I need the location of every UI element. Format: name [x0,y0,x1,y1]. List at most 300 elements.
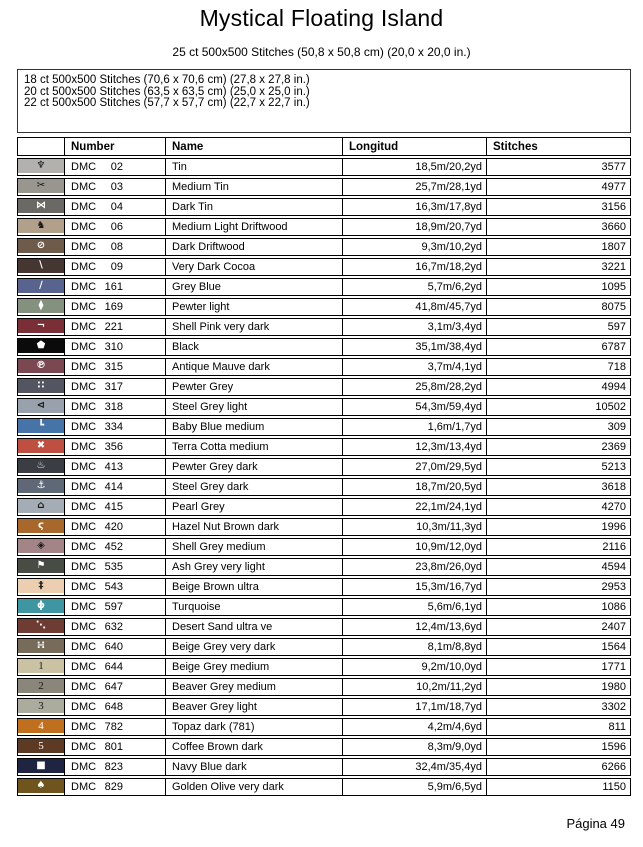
color-name: Ash Grey very light [172,561,265,573]
number-cell [65,178,166,196]
stitches-cell [487,398,631,416]
longitud-value: 23,8m/26,0yd [415,561,482,573]
number-cell [65,258,166,276]
color-name: Pewter Grey dark [172,461,258,473]
table-row [17,618,631,636]
fabric-size-subtitle: 25 ct 500x500 Stitches (50,8 x 50,8 cm) (20,0 x 20,0 in.) [172,45,471,59]
stitches-cell [487,178,631,196]
swatch-fill [18,739,64,753]
name-cell [166,258,343,276]
swatch-fill [18,559,64,573]
number-cell [65,538,166,556]
longitud-value: 16,3m/17,8yd [415,201,482,213]
swatch-fill [18,479,64,493]
color-name: Coffee Brown dark [172,741,263,753]
code-value: 597 [104,601,123,613]
longitud-cell [343,438,487,456]
color-name: Topaz dark (781) [172,721,255,733]
stitches-cell [487,518,631,536]
name-cell [166,178,343,196]
number-cell [65,778,166,796]
name-cell [166,658,343,676]
longitud-cell [343,258,487,276]
stitch-symbol-icon: ■ [36,760,46,771]
brand-label: DMC [71,461,97,473]
color-swatch [17,278,65,296]
name-cell [166,698,343,716]
color-name: Beige Brown ultra [172,581,259,593]
code-value: 632 [104,621,123,633]
swatch-fill [18,699,64,713]
color-swatch [17,618,65,636]
number-cell [65,278,166,296]
swatch-fill [18,419,64,433]
color-swatch [17,538,65,556]
table-row [17,458,631,476]
number-cell [65,458,166,476]
stitches-value: 811 [608,721,626,733]
table-row [17,578,631,596]
color-swatch [17,178,65,196]
stitch-symbol-icon: ✖ [36,440,46,451]
stitches-cell [487,158,631,176]
longitud-value: 3,1m/3,4yd [427,321,482,333]
longitud-value: 5,9m/6,5yd [427,781,482,793]
swatch-fill [18,759,64,773]
longitud-value: 3,7m/4,1yd [427,361,482,373]
color-swatch [17,198,65,216]
longitud-cell [343,598,487,616]
longitud-cell [343,778,487,796]
stitches-value: 2953 [601,581,626,593]
stitches-cell [487,658,631,676]
stitches-cell [487,218,631,236]
number-cell [65,498,166,516]
longitud-value: 9,3m/10,2yd [421,241,482,253]
longitud-value: 25,8m/28,2yd [415,381,482,393]
swatch-fill [18,519,64,533]
stitches-value: 2407 [601,621,626,633]
header-number: Number [65,137,166,156]
color-swatch [17,398,65,416]
brand-label: DMC [71,241,97,253]
stitch-symbol-icon: ⌂ [37,500,45,511]
stitches-cell [487,598,631,616]
color-swatch [17,638,65,656]
table-row [17,298,631,316]
header-longitud: Longitud [343,137,487,156]
brand-label: DMC [71,701,97,713]
code-value: 644 [104,661,123,673]
code-value: 356 [104,441,123,453]
brand-label: DMC [71,481,97,493]
table-row [17,778,631,796]
longitud-cell [343,618,487,636]
table-row [17,338,631,356]
longitud-cell [343,158,487,176]
code-value: 221 [104,321,123,333]
stitch-symbol-icon: 5 [38,740,44,752]
color-swatch [17,578,65,596]
code-value: 782 [104,721,123,733]
longitud-value: 32,4m/35,4yd [415,761,482,773]
code-value: 640 [104,641,123,653]
longitud-value: 35,1m/38,4yd [415,341,482,353]
name-cell [166,558,343,576]
number-cell [65,758,166,776]
name-cell [166,618,343,636]
stitches-value: 1095 [601,281,626,293]
stitches-cell [487,418,631,436]
number-cell [65,398,166,416]
code-value: 829 [104,781,123,793]
stitch-symbol-icon: ⋱ [36,620,46,631]
longitud-value: 12,3m/13,4yd [415,441,482,453]
longitud-value: 27,0m/29,5yd [415,461,482,473]
brand-label: DMC [71,401,97,413]
number-cell [65,318,166,336]
swatch-fill [18,459,64,473]
stitches-value: 3618 [601,481,626,493]
longitud-value: 9,2m/10,0yd [421,661,482,673]
swatch-fill [18,159,64,173]
table-row [17,318,631,336]
stitches-cell [487,238,631,256]
swatch-fill [18,579,64,593]
number-cell [65,158,166,176]
stitches-cell [487,318,631,336]
name-cell [166,578,343,596]
swatch-fill [18,779,64,793]
brand-label: DMC [71,381,97,393]
longitud-cell [343,378,487,396]
longitud-cell [343,678,487,696]
stitch-symbol-icon: 4 [38,720,44,732]
stitches-value: 1150 [602,781,626,793]
swatch-fill [18,619,64,633]
alternate-sizes-box [17,69,631,133]
longitud-value: 5,6m/6,1yd [427,601,482,613]
name-cell [166,398,343,416]
longitud-cell [343,458,487,476]
stitches-cell [487,458,631,476]
number-cell [65,298,166,316]
floss-table [17,137,631,798]
stitches-value: 1807 [601,241,626,253]
longitud-cell [343,738,487,756]
stitches-value: 4270 [601,501,626,513]
number-cell [65,198,166,216]
color-name: Pewter light [172,301,230,313]
number-cell [65,378,166,396]
table-row [17,238,631,256]
swatch-fill [18,719,64,733]
longitud-value: 8,3m/9,0yd [427,741,482,753]
color-swatch [17,678,65,696]
color-name: Hazel Nut Brown dark [172,521,279,533]
longitud-cell [343,358,487,376]
swatch-fill [18,439,64,453]
longitud-cell [343,498,487,516]
table-row [17,558,631,576]
stitches-cell [487,278,631,296]
table-body [17,158,631,796]
swatch-fill [18,239,64,253]
color-swatch [17,318,65,336]
longitud-cell [343,478,487,496]
code-value: 169 [104,301,123,313]
stitch-symbol-icon: ⊲ [36,400,46,411]
stitches-cell [487,738,631,756]
name-cell [166,358,343,376]
brand-label: DMC [71,781,97,793]
code-value: 535 [104,561,123,573]
color-name: Baby Blue medium [172,421,265,433]
longitud-value: 12,4m/13,6yd [415,621,482,633]
number-cell [65,678,166,696]
color-name: Navy Blue dark [172,761,247,773]
stitches-value: 3156 [601,201,626,213]
color-swatch [17,438,65,456]
color-name: Very Dark Cocoa [172,261,256,273]
stitch-symbol-icon: ∕ [39,280,43,291]
swatch-fill [18,639,64,653]
number-cell [65,358,166,376]
code-value: 801 [104,741,123,753]
stitches-value: 2116 [602,541,626,553]
table-row [17,178,631,196]
number-cell [65,718,166,736]
number-cell [65,478,166,496]
name-cell [166,418,343,436]
longitud-value: 18,7m/20,5yd [415,481,482,493]
stitch-symbol-icon: ‡ [38,580,44,591]
longitud-cell [343,338,487,356]
longitud-cell [343,518,487,536]
table-row [17,478,631,496]
name-cell [166,198,343,216]
brand-label: DMC [71,661,97,673]
longitud-value: 1,6m/1,7yd [427,421,482,433]
name-cell [166,538,343,556]
swatch-fill [18,279,64,293]
stitches-cell [487,338,631,356]
brand-label: DMC [71,421,97,433]
stitch-symbol-icon: ℗ [36,360,46,371]
swatch-fill [18,179,64,193]
stitches-value: 1564 [601,641,626,653]
stitch-symbol-icon: ✂ [36,180,46,191]
longitud-value: 5,7m/6,2yd [427,281,482,293]
longitud-cell [343,298,487,316]
stitches-cell [487,678,631,696]
stitch-symbol-icon: ♆ [36,160,46,171]
name-cell [166,318,343,336]
color-swatch [17,718,65,736]
swatch-fill [18,359,64,373]
longitud-cell [343,578,487,596]
color-swatch [17,458,65,476]
stitch-symbol-icon: ¬ [36,320,46,331]
brand-label: DMC [71,361,97,373]
name-cell [166,238,343,256]
brand-label: DMC [71,341,97,353]
color-swatch [17,758,65,776]
longitud-cell [343,198,487,216]
name-cell [166,298,343,316]
color-swatch [17,298,65,316]
brand-label: DMC [71,681,97,693]
brand-label: DMC [71,281,97,293]
stitches-value: 3660 [601,221,626,233]
header-stitches: Stitches [487,137,631,156]
stitches-cell [487,258,631,276]
longitud-value: 41,8m/45,7yd [415,301,482,313]
number-cell [65,218,166,236]
longitud-cell [343,558,487,576]
brand-label: DMC [71,761,97,773]
number-cell [65,238,166,256]
name-cell [166,378,343,396]
number-cell [65,558,166,576]
stitches-cell [487,718,631,736]
color-swatch [17,478,65,496]
code-value: 02 [110,161,123,173]
color-swatch [17,158,65,176]
stitches-cell [487,358,631,376]
stitches-value: 8075 [601,301,626,313]
longitud-value: 18,5m/20,2yd [415,161,482,173]
longitud-cell [343,658,487,676]
code-value: 648 [104,701,123,713]
stitches-cell [487,698,631,716]
color-swatch [17,238,65,256]
stitch-symbol-icon: ∺ [36,640,46,651]
color-name: Medium Tin [172,181,229,193]
stitches-cell [487,478,631,496]
code-value: 318 [104,401,123,413]
name-cell [166,158,343,176]
stitch-symbol-icon: ϛ [38,520,44,531]
brand-label: DMC [71,221,97,233]
stitches-cell [487,578,631,596]
code-value: 317 [104,381,123,393]
name-cell [166,778,343,796]
stitches-value: 1980 [601,681,626,693]
name-cell [166,738,343,756]
brand-label: DMC [71,521,97,533]
table-row [17,598,631,616]
longitud-value: 15,3m/16,7yd [415,581,482,593]
color-name: Steel Grey light [172,401,248,413]
code-value: 452 [104,541,123,553]
color-name: Beaver Grey light [172,701,257,713]
code-value: 161 [104,281,123,293]
color-name: Shell Grey medium [172,541,266,553]
color-swatch [17,358,65,376]
name-cell [166,498,343,516]
name-cell [166,338,343,356]
color-name: Pewter Grey [172,381,234,393]
stitches-value: 2369 [601,441,626,453]
page-number: Página 49 [566,816,625,831]
stitches-cell [487,758,631,776]
table-row [17,278,631,296]
size-line-22ct: 22 ct 500x500 Stitches (57,7 x 57,7 cm) (22,7 x 22,7 in.) [24,97,310,109]
stitch-symbol-icon: ⋈ [36,200,46,211]
number-cell [65,418,166,436]
number-cell [65,518,166,536]
longitud-cell [343,178,487,196]
brand-label: DMC [71,161,97,173]
swatch-fill [18,319,64,333]
color-name: Antique Mauve dark [172,361,270,373]
name-cell [166,218,343,236]
color-name: Tin [172,161,187,173]
number-cell [65,438,166,456]
stitches-cell [487,298,631,316]
brand-label: DMC [71,181,97,193]
number-cell [65,738,166,756]
stitch-symbol-icon: ⊘ [36,240,46,251]
stitches-value: 3577 [601,161,626,173]
color-name: Dark Driftwood [172,241,245,253]
longitud-cell [343,218,487,236]
longitud-value: 10,3m/11,3yd [416,521,482,533]
code-value: 04 [110,201,123,213]
color-swatch [17,778,65,796]
stitches-value: 1086 [601,601,626,613]
stitch-symbol-icon: 1 [38,660,44,672]
longitud-cell [343,718,487,736]
stitch-symbol-icon: ɸ [37,600,45,611]
table-row [17,358,631,376]
table-row [17,538,631,556]
name-cell [166,478,343,496]
stitch-symbol-icon: ◈ [37,540,45,551]
stitches-cell [487,778,631,796]
code-value: 413 [104,461,123,473]
color-swatch [17,518,65,536]
swatch-fill [18,659,64,673]
table-row [17,718,631,736]
stitch-symbol-icon: ⚓ [36,480,46,491]
number-cell [65,658,166,676]
swatch-fill [18,539,64,553]
table-row [17,518,631,536]
table-row [17,758,631,776]
table-row [17,378,631,396]
name-cell [166,278,343,296]
stitches-value: 4594 [601,561,626,573]
longitud-value: 54,3m/59,4yd [415,401,482,413]
code-value: 543 [104,581,123,593]
size-line-20ct: 20 ct 500x500 Stitches (63,5 x 63,5 cm) (25,0 x 25,0 in.) [24,85,310,98]
stitches-cell [487,618,631,636]
table-row [17,218,631,236]
color-name: Grey Blue [172,281,221,293]
brand-label: DMC [71,741,97,753]
table-row [17,438,631,456]
longitud-cell [343,238,487,256]
name-cell [166,438,343,456]
longitud-cell [343,538,487,556]
stitches-value: 3221 [601,261,626,273]
stitches-value: 1996 [601,521,626,533]
stitch-symbol-icon: 3 [38,700,44,712]
stitches-cell [487,638,631,656]
name-cell [166,518,343,536]
